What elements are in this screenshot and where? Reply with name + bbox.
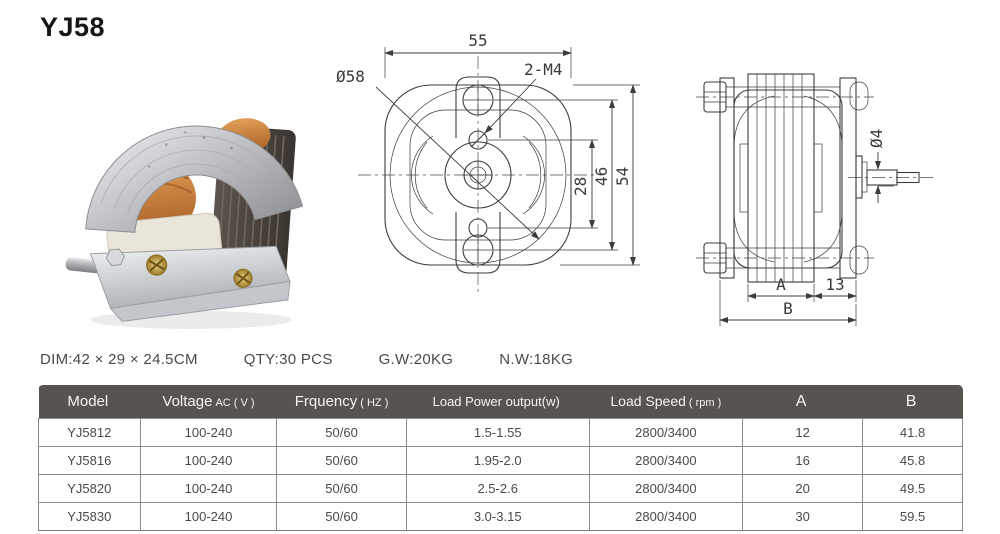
spec-table-wrap — [38, 385, 963, 531]
cell-load-power: 3.0-3.15 — [406, 503, 589, 531]
table-row — [39, 419, 963, 447]
page-title: YJ58 — [40, 12, 106, 42]
cell-a: 12 — [743, 419, 863, 447]
front-view-drawing — [330, 20, 660, 344]
side-view-drawing — [682, 20, 982, 344]
spec-net-weight: N.W:18KG — [499, 351, 574, 368]
cell-load-power: 2.5-2.6 — [406, 475, 589, 503]
column-header-voltage: Voltage AC ( V ) — [140, 385, 277, 419]
dim-shaft-diameter-4: Ø4 — [867, 128, 886, 148]
cell-voltage: 100-240 — [140, 475, 277, 503]
column-header-load-power: Load Power output(w) — [406, 385, 589, 419]
table-row — [39, 503, 963, 531]
dim-hole-pitch-28: 28 — [571, 176, 590, 196]
spec-dimensions: DIM:42 × 29 × 24.5CM — [40, 351, 198, 368]
cell-frequency: 50/60 — [277, 475, 406, 503]
cell-load-power: 1.95-2.0 — [406, 447, 589, 475]
column-header-frequency: Frquency ( HZ ) — [277, 385, 406, 419]
header-row — [39, 385, 963, 419]
cell-b: 41.8 — [863, 419, 963, 447]
cell-model: YJ5830 — [39, 503, 141, 531]
cell-a: 20 — [743, 475, 863, 503]
cell-load-speed: 2800/3400 — [589, 447, 742, 475]
cell-model: YJ5816 — [39, 447, 141, 475]
dim-mount-pitch-46: 46 — [592, 166, 611, 186]
packing-specs — [40, 351, 573, 368]
cell-voltage: 100-240 — [140, 419, 277, 447]
cell-voltage: 100-240 — [140, 503, 277, 531]
cell-load-speed: 2800/3400 — [589, 419, 742, 447]
dim-diameter-58: Ø58 — [336, 67, 365, 86]
cell-b: 59.5 — [863, 503, 963, 531]
cell-a: 30 — [743, 503, 863, 531]
column-header-b: B — [863, 385, 963, 419]
column-header-a: A — [743, 385, 863, 419]
table-row — [39, 447, 963, 475]
table-row — [39, 475, 963, 503]
motor-photo-illustration — [48, 46, 328, 338]
dim-overall-length-b: B — [783, 299, 793, 318]
dim-width-55: 55 — [468, 31, 488, 50]
dim-stack-length-a: A — [776, 275, 786, 294]
product-photo — [48, 46, 328, 338]
dim-screw-2m4: 2-M4 — [524, 60, 563, 79]
cell-load-power: 1.5-1.55 — [406, 419, 589, 447]
spec-table — [38, 385, 963, 531]
cell-b: 45.8 — [863, 447, 963, 475]
cell-model: YJ5820 — [39, 475, 141, 503]
dim-height-54: 54 — [613, 166, 632, 186]
cell-model: YJ5812 — [39, 419, 141, 447]
dim-rear-offset-13: 13 — [825, 275, 845, 294]
cell-b: 49.5 — [863, 475, 963, 503]
spec-gross-weight: G.W:20KG — [378, 351, 454, 368]
cell-voltage: 100-240 — [140, 447, 277, 475]
spec-quantity: QTY:30 PCS — [243, 351, 333, 368]
column-header-model: Model — [39, 385, 141, 419]
cell-load-speed: 2800/3400 — [589, 475, 742, 503]
cell-frequency: 50/60 — [277, 503, 406, 531]
cell-frequency: 50/60 — [277, 419, 406, 447]
cell-a: 16 — [743, 447, 863, 475]
column-header-load-speed: Load Speed ( rpm ) — [589, 385, 742, 419]
cell-load-speed: 2800/3400 — [589, 503, 742, 531]
cell-frequency: 50/60 — [277, 447, 406, 475]
